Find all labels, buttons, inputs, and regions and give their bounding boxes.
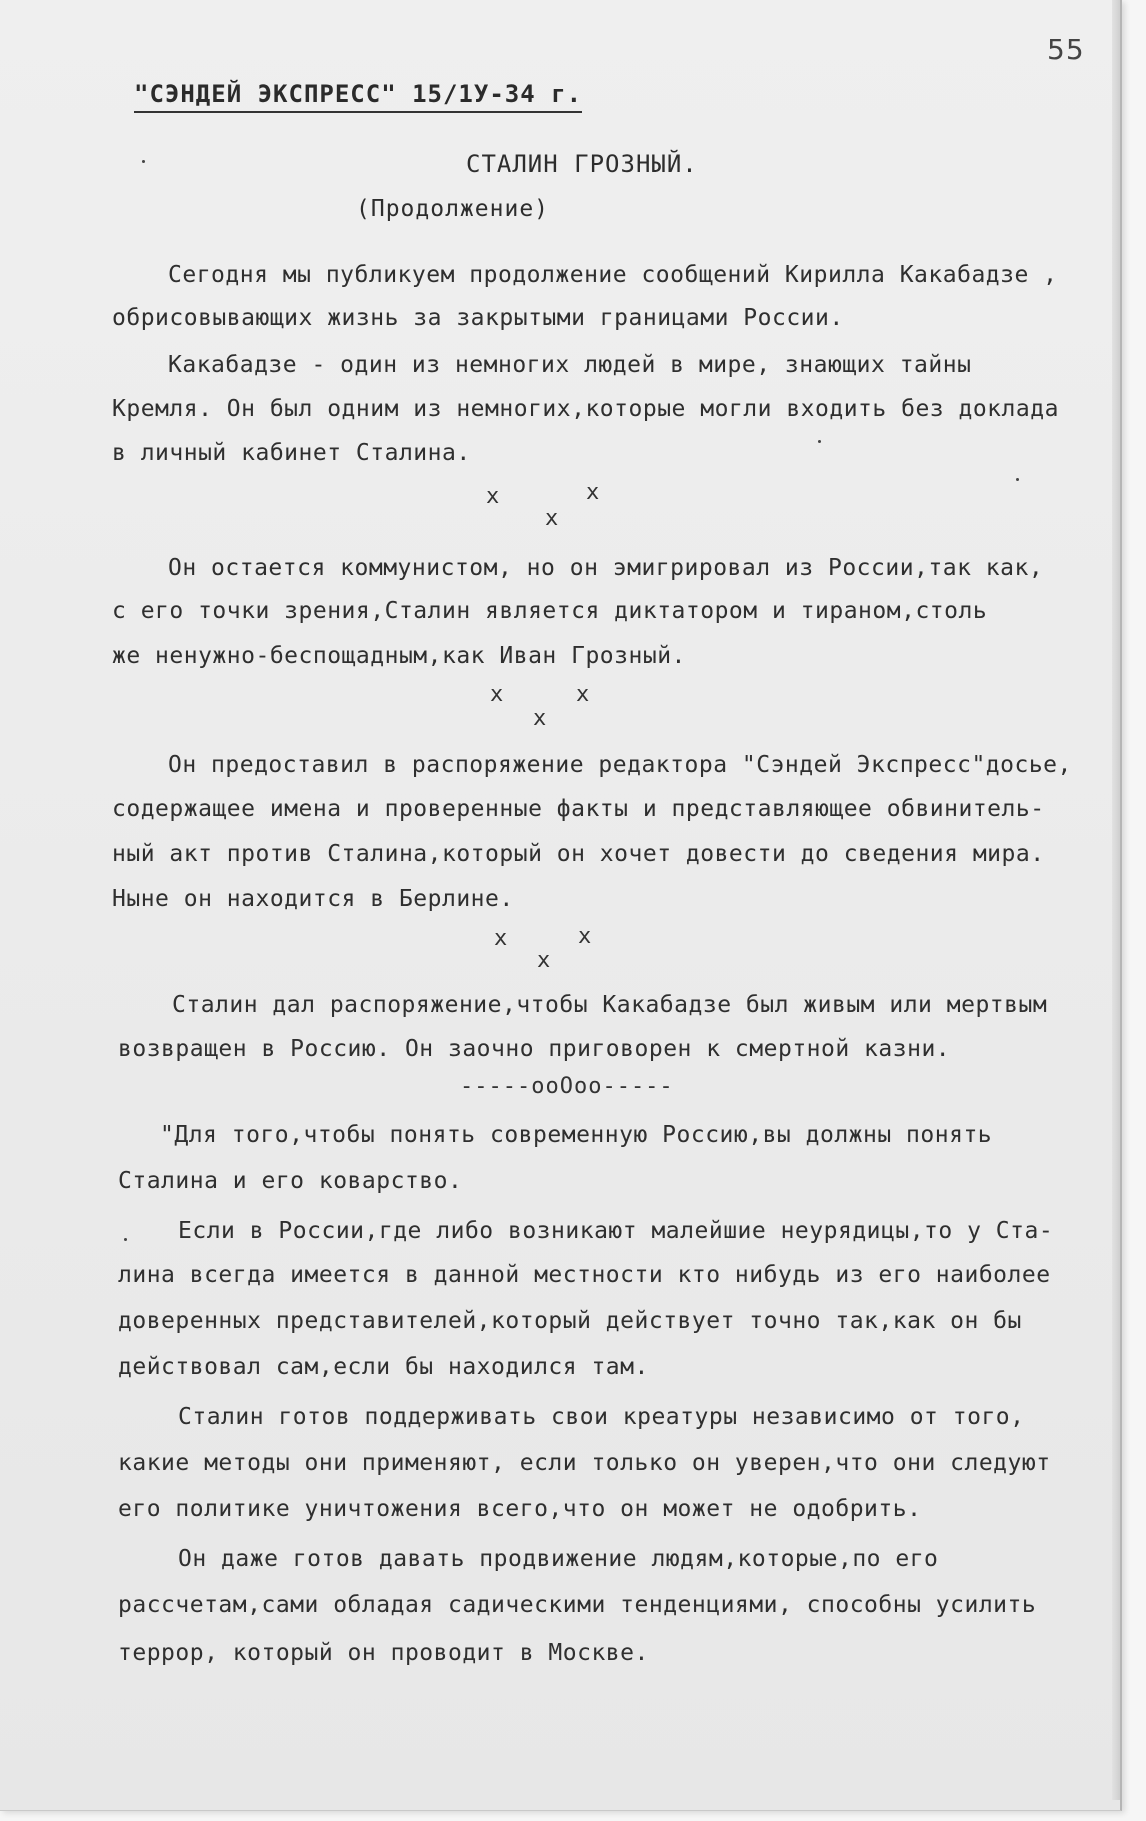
article-subtitle: (Продолжение) xyxy=(356,196,550,222)
paragraph-line: Он остается коммунистом, но он эмигрировал из России,так как, xyxy=(168,555,1044,581)
paragraph-line: Он предоставил в распоряжение редактора "Сэндей Экспресс"досье, xyxy=(168,752,1072,778)
paragraph-line: действовал сам,если бы находился там. xyxy=(118,1354,649,1380)
separator-mark: x xyxy=(545,506,559,531)
ink-speck xyxy=(818,440,821,443)
paragraph-line: "Для того,чтобы понять современную Россию,вы должны понять xyxy=(160,1122,993,1148)
paragraph-line: возвращен в Россию. Он заочно приговорен к смертной казни. xyxy=(118,1036,951,1062)
paragraph-line: террор, который он проводит в Москве. xyxy=(118,1640,649,1666)
paragraph-line: лина всегда имеется в данной местности кто нибудь из его наиболее xyxy=(118,1262,1051,1288)
paragraph-line: же ненужно-беспощадным,как Иван Грозный. xyxy=(112,643,686,669)
ink-speck xyxy=(124,1238,127,1241)
separator-mark: x xyxy=(494,926,508,951)
paper-edge xyxy=(1112,0,1120,1800)
ink-speck xyxy=(1016,478,1019,481)
paragraph-line: в личный кабинет Сталина. xyxy=(112,440,471,466)
paragraph-line: рассчетам,сами обладая садическими тенденциями, способны усилить xyxy=(118,1592,1037,1618)
paragraph-line: содержащее имена и проверенные факты и представляющее обвинитель- xyxy=(112,796,1045,822)
paragraph-line: Если в России,где либо возникают малейшие неурядицы,то у Ста- xyxy=(178,1218,1054,1244)
ink-speck xyxy=(142,160,145,163)
page-number: 55 xyxy=(1047,33,1085,66)
paragraph-line: его политике уничтожения всего,что он может не одобрить. xyxy=(118,1496,922,1522)
newspaper-header: "СЭНДЕЙ ЭКСПРЕСС" 15/1У-34 г. xyxy=(134,80,582,113)
paragraph-line: Кремля. Он был одним из немногих,которые могли входить без доклада xyxy=(112,396,1059,422)
paragraph-line: Сталин готов поддерживать свои креатуры независимо от того, xyxy=(178,1404,1025,1430)
separator-mark: x xyxy=(576,682,590,707)
paragraph-line: обрисовывающих жизнь за закрытыми границами России. xyxy=(112,305,844,331)
paragraph-line: какие методы они применяют, если только он уверен,что они следуют xyxy=(118,1450,1051,1476)
paragraph-line: Какабадзе - один из немногих людей в мире, знающих тайны xyxy=(168,352,972,378)
paragraph-line: Ныне он находится в Берлине. xyxy=(112,886,514,912)
section-divider: -----ооОоо----- xyxy=(460,1074,674,1099)
paragraph-line: Сегодня мы публикуем продолжение сообщений Кирилла Какабадзе , xyxy=(168,262,1058,288)
paragraph-line: с его точки зрения,Сталин является диктатором и тираном,столь xyxy=(112,598,988,624)
separator-mark: x xyxy=(490,682,504,707)
separator-mark: x xyxy=(537,948,551,973)
separator-mark: x xyxy=(486,484,500,509)
paragraph-line: Сталин дал распоряжение,чтобы Какабадзе был живым или мертвым xyxy=(172,992,1048,1018)
separator-mark: x xyxy=(533,706,547,731)
paragraph-line: Сталина и его коварство. xyxy=(118,1168,463,1194)
separator-mark: x xyxy=(586,480,600,505)
article-title: СТАЛИН ГРОЗНЫЙ. xyxy=(466,150,698,178)
separator-mark: x xyxy=(578,924,592,949)
paragraph-line: Он даже готов давать продвижение людям,которые,по его xyxy=(178,1546,939,1572)
paragraph-line: доверенных представителей,который действует точно так,как он бы xyxy=(118,1308,1022,1334)
paragraph-line: ный акт против Сталина,который он хочет довести до сведения мира. xyxy=(112,841,1045,867)
